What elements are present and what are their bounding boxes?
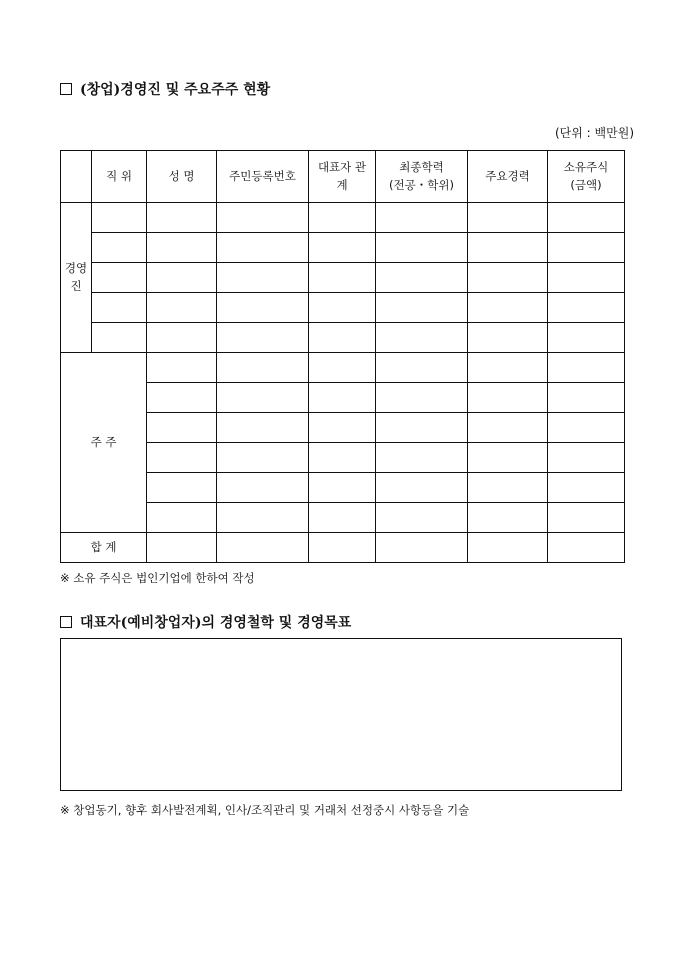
table-cell[interactable] <box>309 413 376 443</box>
header-position: 직 위 <box>92 151 147 203</box>
header-education: 최종학력 (전공・학위) <box>376 151 468 203</box>
table-cell[interactable] <box>147 383 217 413</box>
unit-label: (단위 : 백만원) <box>555 126 634 140</box>
table-cell[interactable] <box>217 353 309 383</box>
section-title-management-text: (창업)경영진 및 주요주주 현황 <box>80 82 271 98</box>
header-blank-cell <box>61 151 92 203</box>
table-cell[interactable] <box>147 263 217 293</box>
table-cell[interactable] <box>92 233 147 263</box>
table-cell[interactable] <box>376 383 468 413</box>
table-cell[interactable] <box>309 203 376 233</box>
header-shares: 소유주식 (금액) <box>548 151 625 203</box>
table-cell[interactable] <box>309 503 376 533</box>
header-resident-id: 주민등록번호 <box>217 151 309 203</box>
table-cell[interactable] <box>468 413 548 443</box>
table-cell[interactable] <box>548 383 625 413</box>
table-cell[interactable] <box>217 293 309 323</box>
table-cell[interactable] <box>147 293 217 323</box>
table-cell[interactable] <box>217 413 309 443</box>
table-cell[interactable] <box>548 323 625 353</box>
management-shareholder-table <box>60 150 625 563</box>
total-row <box>61 533 625 563</box>
table-cell[interactable] <box>92 293 147 323</box>
shares-note: ※ 소유 주식은 법인기업에 한하여 작성 <box>60 571 255 585</box>
checkbox-icon <box>60 83 72 95</box>
table-cell[interactable] <box>309 323 376 353</box>
table-cell[interactable] <box>147 533 217 563</box>
table-cell[interactable] <box>468 323 548 353</box>
table-cell[interactable] <box>309 263 376 293</box>
table-row <box>61 323 625 353</box>
table-cell[interactable] <box>548 263 625 293</box>
table-cell[interactable] <box>468 293 548 323</box>
table-cell[interactable] <box>548 473 625 503</box>
table-header-row <box>61 151 625 203</box>
philosophy-note: ※ 창업동기, 향후 회사발전계획, 인사/조직관리 및 거래처 선정중시 사항등을 기술 <box>60 803 470 817</box>
table-cell[interactable] <box>309 443 376 473</box>
table-cell[interactable] <box>217 323 309 353</box>
table-cell[interactable] <box>548 353 625 383</box>
table-cell[interactable] <box>468 383 548 413</box>
table-cell[interactable] <box>548 293 625 323</box>
table-cell[interactable] <box>376 473 468 503</box>
table-cell[interactable] <box>217 503 309 533</box>
table-cell[interactable] <box>309 353 376 383</box>
header-relation: 대표자 관 계 <box>309 151 376 203</box>
table-cell[interactable] <box>376 533 468 563</box>
table-cell[interactable] <box>548 233 625 263</box>
table-cell[interactable] <box>376 293 468 323</box>
table-row <box>61 353 625 383</box>
table-cell[interactable] <box>309 383 376 413</box>
table-cell[interactable] <box>309 233 376 263</box>
header-career: 주요경력 <box>468 151 548 203</box>
section-title-philosophy-text: 대표자(예비창업자)의 경영철학 및 경영목표 <box>80 615 352 631</box>
table-cell[interactable] <box>309 533 376 563</box>
table-cell[interactable] <box>548 203 625 233</box>
table-cell[interactable] <box>376 323 468 353</box>
table-cell[interactable] <box>147 353 217 383</box>
table-cell[interactable] <box>548 443 625 473</box>
table-cell[interactable] <box>376 233 468 263</box>
table-cell[interactable] <box>376 413 468 443</box>
table-cell[interactable] <box>548 503 625 533</box>
management-label: 경영 진 <box>61 203 92 353</box>
table-row <box>61 293 625 323</box>
table-cell[interactable] <box>92 203 147 233</box>
philosophy-input-box[interactable] <box>60 638 622 791</box>
table-cell[interactable] <box>468 473 548 503</box>
section-title-philosophy <box>60 612 351 632</box>
table-cell[interactable] <box>468 203 548 233</box>
table-cell[interactable] <box>468 233 548 263</box>
table-cell[interactable] <box>147 413 217 443</box>
table-cell[interactable] <box>468 443 548 473</box>
table-cell[interactable] <box>92 323 147 353</box>
table-cell[interactable] <box>147 503 217 533</box>
table-cell[interactable] <box>147 323 217 353</box>
table-cell[interactable] <box>147 203 217 233</box>
table-cell[interactable] <box>217 533 309 563</box>
table-cell[interactable] <box>217 473 309 503</box>
table-cell[interactable] <box>468 503 548 533</box>
table-cell[interactable] <box>92 263 147 293</box>
table-cell[interactable] <box>147 443 217 473</box>
table-cell[interactable] <box>376 503 468 533</box>
table-cell[interactable] <box>147 473 217 503</box>
table-cell[interactable] <box>468 353 548 383</box>
table-cell[interactable] <box>468 263 548 293</box>
table-cell[interactable] <box>376 203 468 233</box>
table-cell[interactable] <box>217 383 309 413</box>
table-cell[interactable] <box>309 473 376 503</box>
table-cell[interactable] <box>217 203 309 233</box>
header-name: 성 명 <box>147 151 217 203</box>
table-cell[interactable] <box>147 233 217 263</box>
checkbox-icon <box>60 616 72 628</box>
table-row <box>61 233 625 263</box>
table-row <box>61 263 625 293</box>
table-cell[interactable] <box>468 533 548 563</box>
table-cell[interactable] <box>376 443 468 473</box>
table-cell[interactable] <box>548 533 625 563</box>
table-row <box>61 203 625 233</box>
table-cell[interactable] <box>217 443 309 473</box>
table-cell[interactable] <box>309 293 376 323</box>
total-label: 합 계 <box>61 533 147 563</box>
table-cell[interactable] <box>376 353 468 383</box>
table-cell[interactable] <box>376 263 468 293</box>
table-cell[interactable] <box>217 233 309 263</box>
table-cell[interactable] <box>217 263 309 293</box>
section-title-management <box>60 79 270 99</box>
table-cell[interactable] <box>548 413 625 443</box>
shareholders-label: 주 주 <box>61 353 147 533</box>
